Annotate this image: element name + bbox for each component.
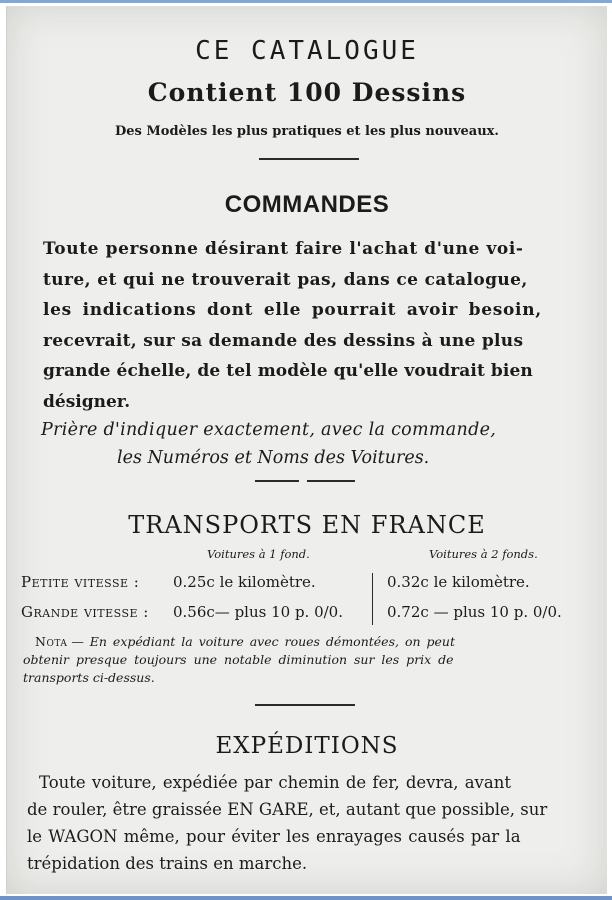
expeditions-line: le WAGON même, pour éviter les enrayages causés par la (27, 827, 521, 846)
divider-2a (255, 480, 299, 482)
nota-label: Nota (35, 634, 68, 649)
top-edge (0, 0, 612, 3)
column-divider (372, 573, 373, 625)
commandes-note (41, 416, 601, 472)
commandes-heading: COMMANDES (224, 191, 390, 218)
nota-line: — En expédiant la voiture avec roues démontées, on peut (71, 634, 455, 649)
nota-line: transports ci-dessus. (23, 670, 155, 685)
commandes-line: désigner. (43, 391, 131, 412)
expeditions-heading: EXPÉDITIONS (215, 733, 399, 759)
expeditions-line: de rouler, être graissée EN GARE, et, autant que possible, sur (27, 800, 548, 819)
commandes-line: les indications dont elle pourrait avoir besoin, (43, 300, 542, 320)
column-header-2: Voitures à 2 fonds. (429, 547, 538, 561)
rate-grande-2fonds: 0.72c — plus 10 p. 0/0. (387, 603, 562, 621)
bottom-edge (0, 896, 612, 900)
divider-1 (259, 158, 359, 160)
divider-2b (307, 480, 355, 482)
nota-line: obtenir presque toujours une notable diminution sur les prix de (23, 652, 454, 667)
rate-grande-1fond: 0.56c— plus 10 p. 0/0. (173, 603, 343, 621)
nota-block (23, 633, 601, 687)
commandes-note-line: les Numéros et Noms des Voitures. (117, 448, 430, 468)
column-header-1: Voitures à 1 fond. (207, 547, 310, 561)
transports-heading: TRANSPORTS EN FRANCE (128, 511, 486, 539)
commandes-line: Toute personne désirant faire l'achat d'une voi- (43, 239, 524, 259)
catalogue-tagline: Des Modèles les plus pratiques et les plus nouveaux. (115, 124, 499, 139)
expeditions-paragraph (27, 769, 601, 877)
commandes-line: recevrait, sur sa demande des dessins à une plus (43, 330, 524, 351)
rate-label-petite: Petite vitesse : (21, 573, 140, 591)
commandes-line: grande échelle, de tel modèle qu'elle voudrait bien (43, 361, 533, 381)
commandes-line: ture, et qui ne trouverait pas, dans ce catalogue, (43, 269, 528, 290)
commandes-paragraph (43, 234, 603, 417)
commandes-note-line: Prière d'indiquer exactement, avec la commande, (41, 420, 497, 440)
catalogue-page (6, 6, 607, 894)
catalogue-subtitle: Contient 100 Dessins (147, 78, 467, 107)
expeditions-line: trépidation des trains en marche. (27, 854, 308, 873)
catalogue-title: CE CATALOGUE (195, 36, 419, 66)
rate-label-grande: Grande vitesse : (21, 603, 149, 621)
rate-petite-2fonds: 0.32c le kilomètre. (387, 573, 530, 591)
rate-petite-1fond: 0.25c le kilomètre. (173, 573, 316, 591)
divider-3 (255, 704, 355, 706)
expeditions-line: Toute voiture, expédiée par chemin de fer, devra, avant (39, 773, 511, 792)
